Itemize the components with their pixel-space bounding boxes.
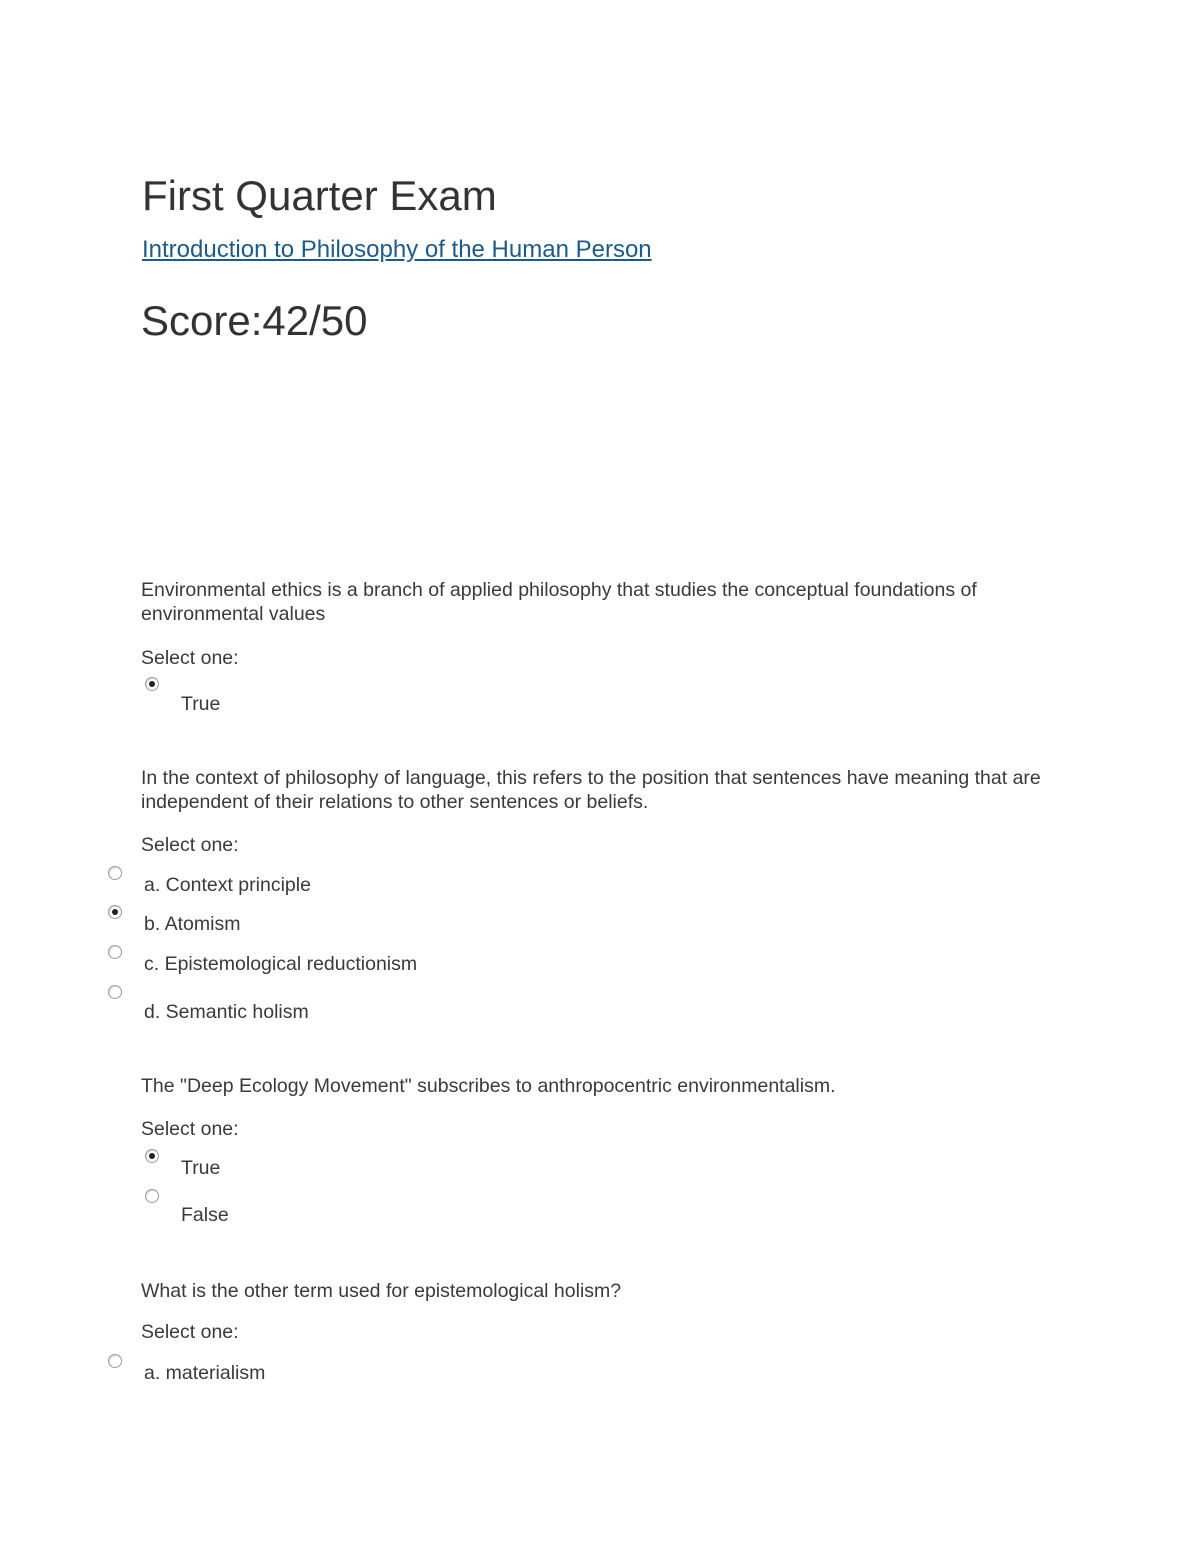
question-3-option-true-label[interactable]: True [181, 1157, 221, 1179]
score-heading: Score:42/50 [141, 297, 368, 344]
question-2-option-c-radio[interactable] [108, 945, 122, 959]
question-3-option-true-radio[interactable] [145, 1149, 159, 1163]
question-2-option-b-radio[interactable] [108, 905, 122, 919]
question-1-option-1-label[interactable]: True [181, 693, 221, 715]
question-3-text: The "Deep Ecology Movement" subscribes to anthropocentric environmentalism. [141, 1075, 836, 1097]
exam-title: First Quarter Exam [142, 172, 497, 219]
question-4-option-a-radio[interactable] [108, 1354, 122, 1368]
question-3-prompt: Select one: [141, 1118, 239, 1140]
course-link[interactable]: Introduction to Philosophy of the Human Person [142, 236, 652, 263]
question-1-option-1-radio[interactable] [145, 677, 159, 691]
question-2-option-a-radio[interactable] [108, 866, 122, 880]
question-2-option-c-label[interactable]: c. Epistemological reductionism [144, 953, 418, 975]
question-4-option-a-label[interactable]: a. materialism [144, 1362, 266, 1384]
question-2-text: In the context of philosophy of language, this refers to the position that sentences have meaning that are independent of their relations to other sentences or beliefs. [141, 767, 1041, 813]
question-4-text: What is the other term used for epistemological holism? [141, 1280, 622, 1302]
question-3-option-false-radio[interactable] [145, 1189, 159, 1203]
question-2-prompt: Select one: [141, 834, 239, 856]
question-1-text: Environmental ethics is a branch of applied philosophy that studies the conceptual foundations of environmental values [141, 579, 977, 625]
question-3-option-false-label[interactable]: False [181, 1204, 229, 1226]
question-2-option-b-label[interactable]: b. Atomism [144, 913, 241, 935]
question-2-option-d-radio[interactable] [108, 985, 122, 999]
question-2-option-d-label[interactable]: d. Semantic holism [144, 1001, 309, 1023]
question-2-option-a-label[interactable]: a. Context principle [144, 874, 311, 896]
question-4-prompt: Select one: [141, 1321, 239, 1343]
question-1-prompt: Select one: [141, 647, 239, 669]
